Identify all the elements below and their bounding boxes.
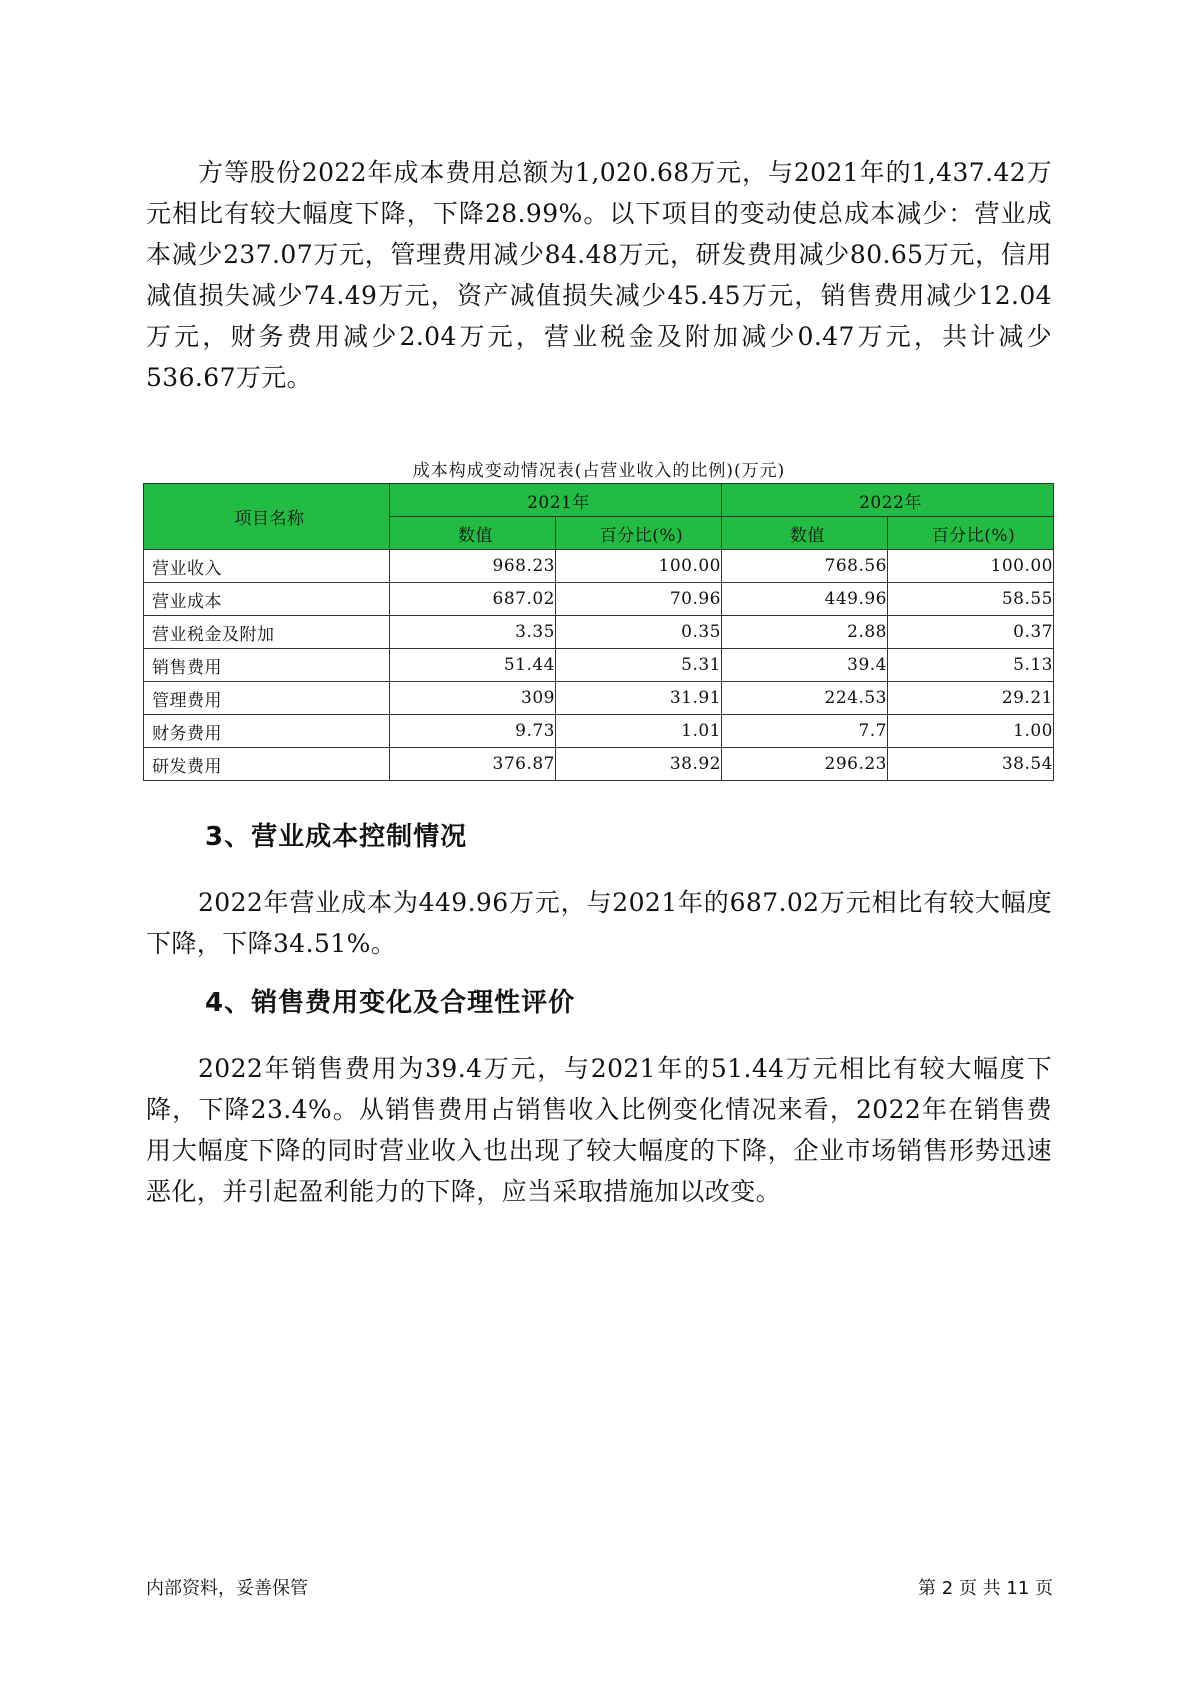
- value-2022: 7.7: [722, 715, 888, 748]
- percent-2022: 1.00: [888, 715, 1054, 748]
- paragraph-operating-cost: 2022年营业成本为449.96万元，与2021年的687.02万元相比有较大幅度下降，下降34.51%。: [146, 888, 1052, 958]
- table-row: [144, 616, 1054, 649]
- percent-2021: 70.96: [556, 583, 722, 616]
- header-percent-2021: 百分比(%): [556, 517, 722, 550]
- row-name: 营业成本: [144, 583, 390, 616]
- table-caption: 成本构成变动情况表(占营业收入的比例)(万元): [412, 461, 786, 481]
- paragraph-sales-expense: 2022年销售费用为39.4万元，与2021年的51.44万元相比有较大幅度下降，下降23.4%。从销售费用占销售收入比例变化情况来看，2022年在销售费用大幅度下降的同时营业收入也出现了较大幅度的下降，企业市场销售形势迅速恶化，并引起盈利能力的下降，应当采取措施加以改变。: [146, 1054, 1052, 1206]
- value-2022: 768.56: [722, 550, 888, 583]
- table-row: [144, 682, 1054, 715]
- row-name: 销售费用: [144, 649, 390, 682]
- row-name: 营业收入: [144, 550, 390, 583]
- value-2022: 2.88: [722, 616, 888, 649]
- section-heading-operating-cost: 3、营业成本控制情况: [205, 822, 468, 852]
- percent-2021: 5.31: [556, 649, 722, 682]
- cost-structure-table: [143, 483, 1054, 781]
- value-2021: 968.23: [390, 550, 556, 583]
- header-value-2022: 数值: [722, 517, 888, 550]
- footer-confidential-note: 内部资料，妥善保管: [146, 1578, 308, 1599]
- value-2021: 376.87: [390, 748, 556, 781]
- table-row: [144, 715, 1054, 748]
- value-2021: 3.35: [390, 616, 556, 649]
- value-2022: 224.53: [722, 682, 888, 715]
- table-row: [144, 748, 1054, 781]
- percent-2021: 1.01: [556, 715, 722, 748]
- header-year-2022: 2022年: [722, 484, 1054, 517]
- value-2021: 309: [390, 682, 556, 715]
- percent-2022: 58.55: [888, 583, 1054, 616]
- section-heading-sales-expense: 4、销售费用变化及合理性评价: [205, 988, 576, 1018]
- header-item-name: 项目名称: [144, 484, 390, 550]
- percent-2021: 100.00: [556, 550, 722, 583]
- percent-2021: 0.35: [556, 616, 722, 649]
- header-year-2021: 2021年: [390, 484, 722, 517]
- row-name: 研发费用: [144, 748, 390, 781]
- value-2022: 296.23: [722, 748, 888, 781]
- percent-2022: 100.00: [888, 550, 1054, 583]
- percent-2022: 5.13: [888, 649, 1054, 682]
- row-name: 财务费用: [144, 715, 390, 748]
- table-row: [144, 583, 1054, 616]
- table-row: [144, 550, 1054, 583]
- footer-page-number: 第 2 页 共 11 页: [918, 1578, 1053, 1599]
- percent-2022: 38.54: [888, 748, 1054, 781]
- percent-2022: 0.37: [888, 616, 1054, 649]
- percent-2021: 38.92: [556, 748, 722, 781]
- header-percent-2022: 百分比(%): [888, 517, 1054, 550]
- table-row: [144, 649, 1054, 682]
- percent-2022: 29.21: [888, 682, 1054, 715]
- header-value-2021: 数值: [390, 517, 556, 550]
- row-name: 管理费用: [144, 682, 390, 715]
- value-2022: 39.4: [722, 649, 888, 682]
- paragraph-cost-summary: 方等股份2022年成本费用总额为1,020.68万元，与2021年的1,437.42万元相比有较大幅度下降，下降28.99%。以下项目的变动使总成本减少：营业成本减少237.07万元，管理费用减少84.48万元，研发费用减少80.65万元，信用减值损失减少74.49万元，资产减值损失减少45.45万元，销售费用减少12.04万元，财务费用减少2.04万元，营业税金及附加减少0.47万元，共计减少536.67万元。: [146, 158, 1052, 392]
- value-2021: 51.44: [390, 649, 556, 682]
- value-2021: 687.02: [390, 583, 556, 616]
- percent-2021: 31.91: [556, 682, 722, 715]
- value-2021: 9.73: [390, 715, 556, 748]
- value-2022: 449.96: [722, 583, 888, 616]
- row-name: 营业税金及附加: [144, 616, 390, 649]
